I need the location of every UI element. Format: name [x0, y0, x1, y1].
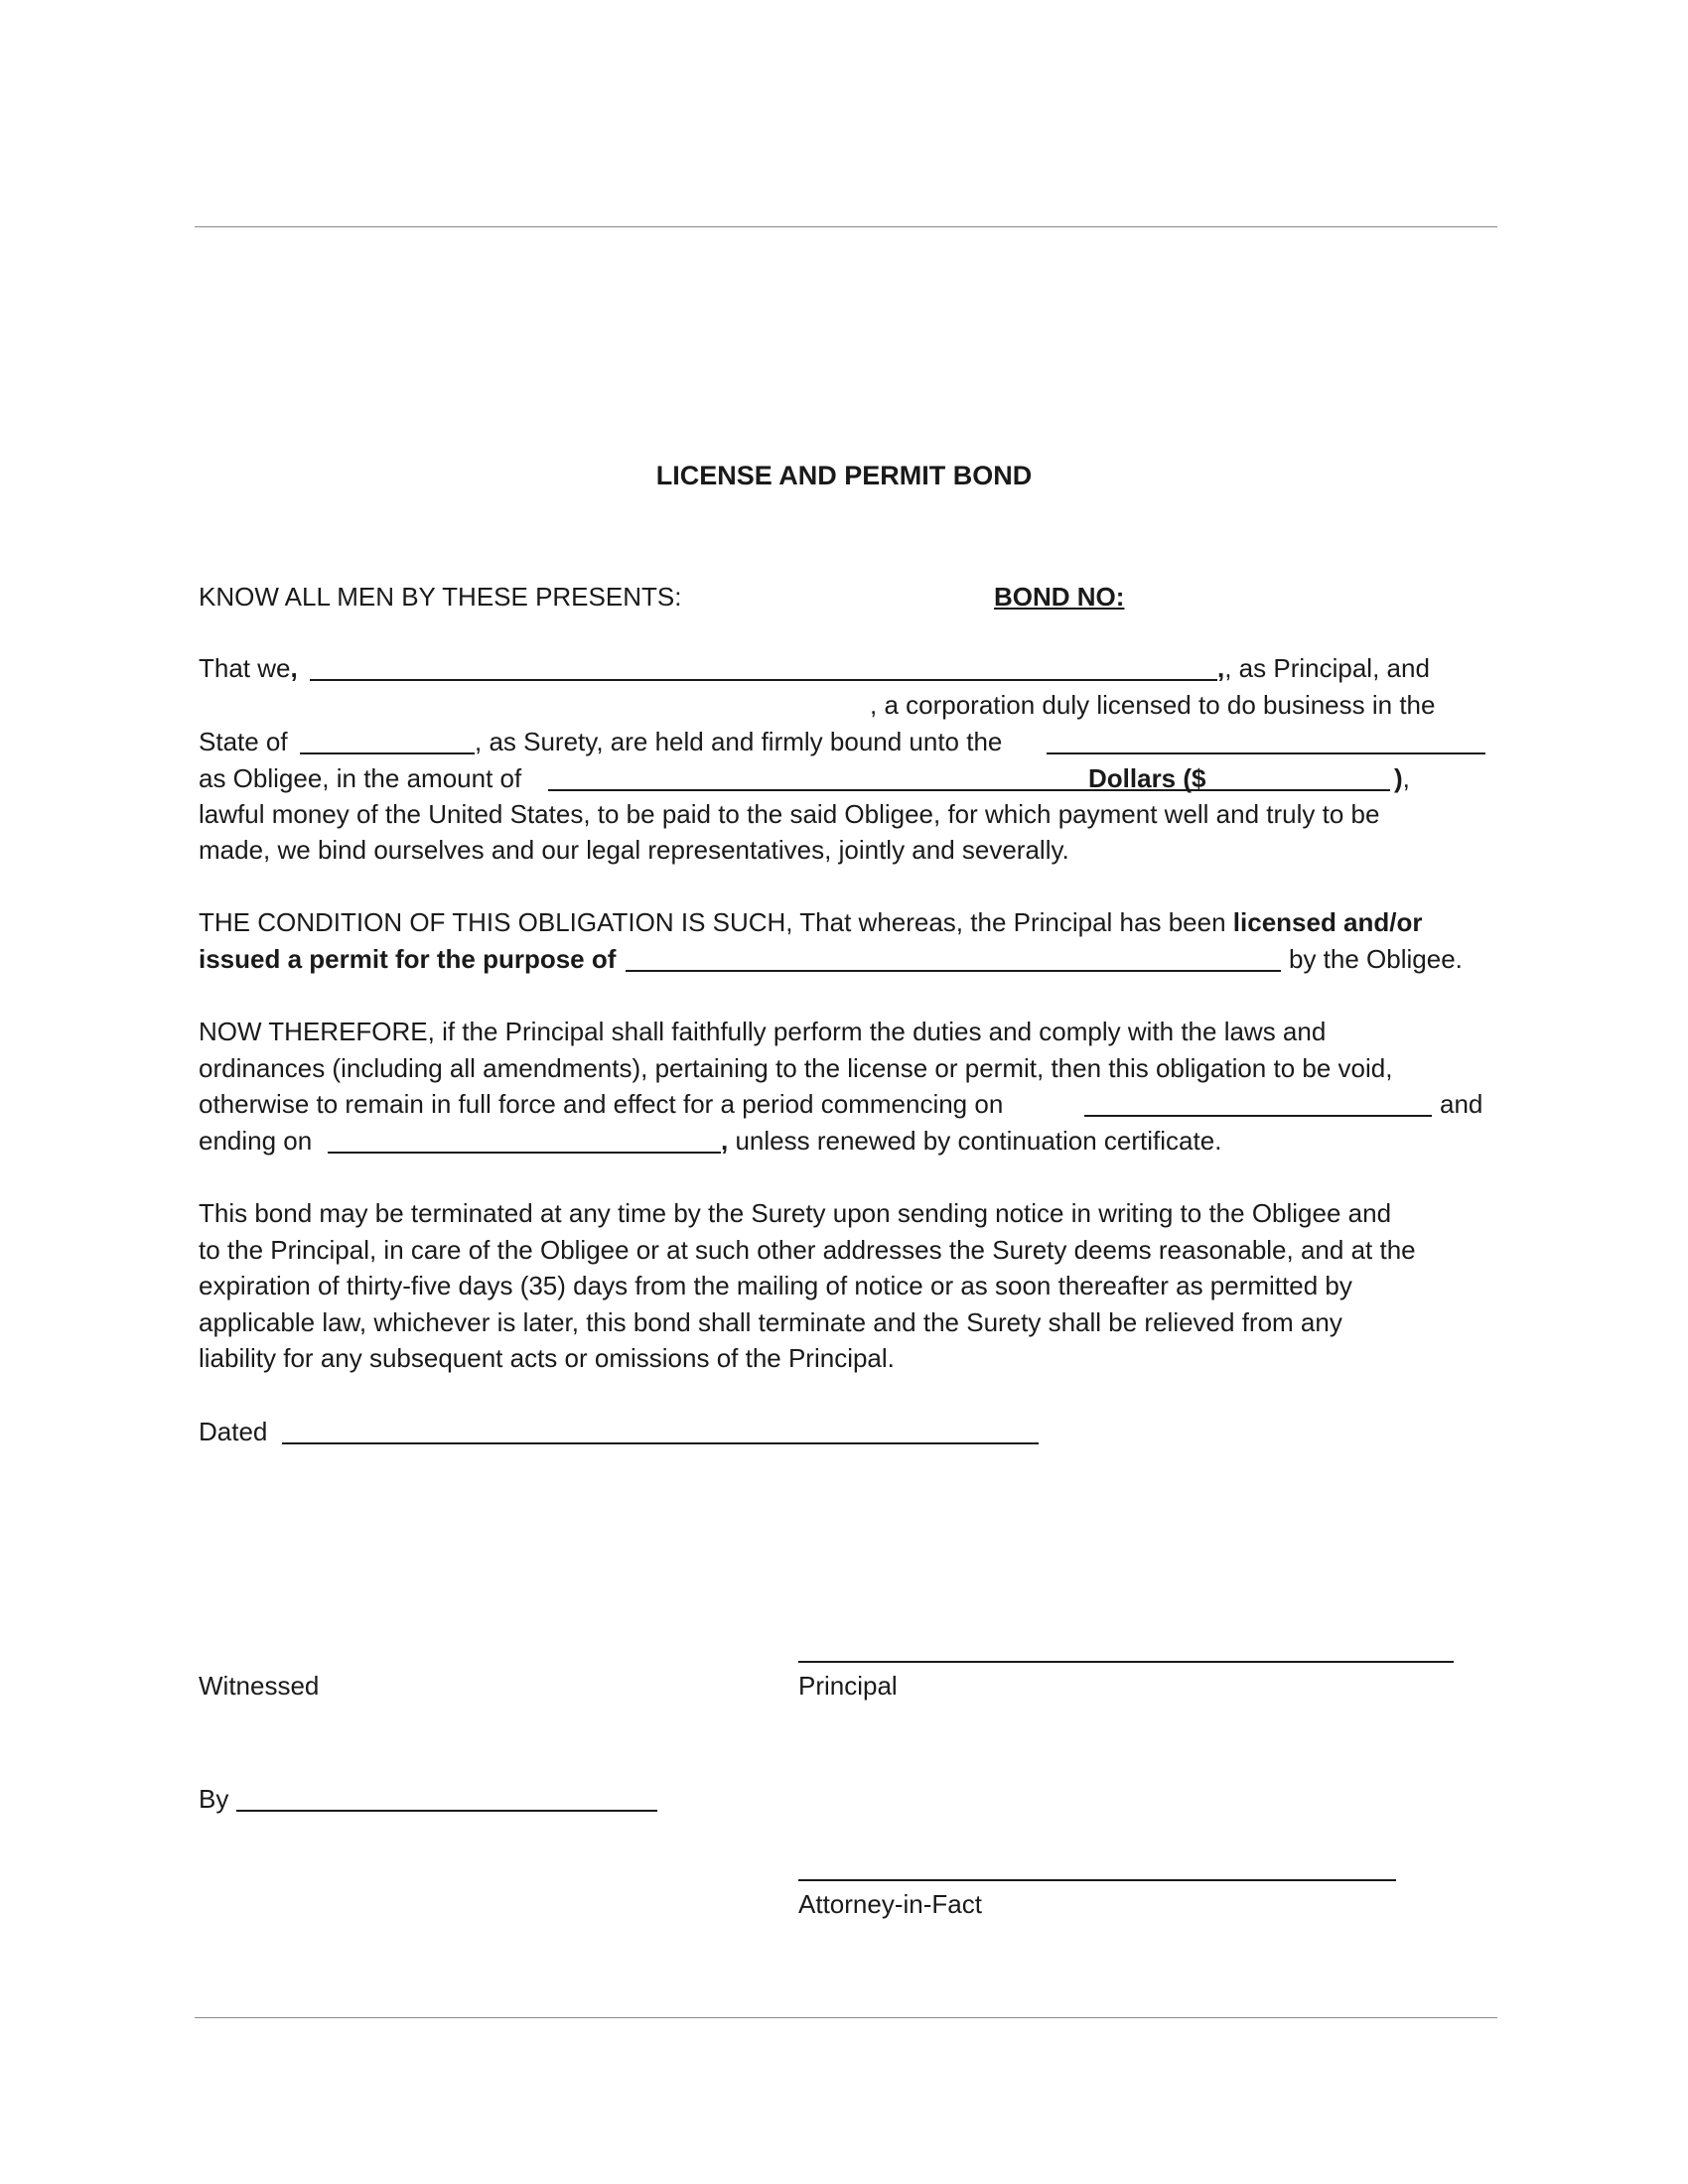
- commencing-date-field[interactable]: [1084, 1115, 1432, 1117]
- amount-close: ),: [1394, 763, 1410, 793]
- p4-line1: This bond may be terminated at any time by the Surety upon sending notice in writing to the Obligee and: [199, 1198, 1392, 1228]
- principal-signature-line[interactable]: [798, 1661, 1454, 1663]
- dated-field[interactable]: [282, 1442, 1039, 1444]
- document-title: LICENSE AND PERMIT BOND: [655, 461, 1033, 490]
- dollars-label: Dollars ($: [1088, 763, 1206, 793]
- attorney-signature-line[interactable]: [798, 1879, 1396, 1881]
- attorney-label: Attorney-in-Fact: [798, 1889, 982, 1919]
- amount-number-field[interactable]: [1088, 789, 1390, 791]
- p1-line2: , a corporation duly licensed to do business in the: [870, 690, 1436, 720]
- state-field[interactable]: [300, 752, 475, 754]
- by-obligee-text: by the Obligee.: [1289, 944, 1463, 974]
- witnessed-label: Witnessed: [199, 1671, 320, 1701]
- state-of-text: State of: [199, 727, 288, 756]
- obligee-amount-text: as Obligee, in the amount of: [199, 763, 522, 793]
- ending-on-text: ending on: [199, 1126, 313, 1156]
- p1-line1: [199, 650, 298, 686]
- top-rule: [195, 226, 1497, 227]
- amount-words-field[interactable]: [548, 789, 1088, 791]
- bond-number-label: BOND NO:: [994, 582, 1125, 612]
- p3-line1: NOW THEREFORE, if the Principal shall faithfully perform the duties and comply with the laws and: [199, 1017, 1327, 1046]
- renewal-text: , unless renewed by continuation certificate.: [721, 1126, 1222, 1156]
- p3-line3: otherwise to remain in full force and effect for a period commencing on: [199, 1089, 1004, 1119]
- p1-line5: lawful money of the United States, to be paid to the said Obligee, for which payment well and truly to be: [199, 799, 1380, 829]
- principal-label: Principal: [798, 1671, 898, 1701]
- obligee-field[interactable]: [1047, 752, 1485, 754]
- purpose-label: issued a permit for the purpose of: [199, 944, 617, 974]
- as-principal-text: ,, as Principal, and: [1217, 653, 1430, 683]
- by-signature-line[interactable]: [236, 1810, 657, 1812]
- purpose-field[interactable]: [626, 970, 1281, 972]
- condition-text: THE CONDITION OF THIS OBLIGATION IS SUCH, That whereas, the Principal has been: [199, 907, 1226, 937]
- that-we-text: That we: [199, 653, 291, 683]
- p4-line4: applicable law, whichever is later, this bond shall terminate and the Surety shall be relieved from any: [199, 1307, 1342, 1337]
- comma-text: ,: [290, 653, 298, 683]
- licensed-text: licensed and/or: [1232, 907, 1423, 937]
- by-label: By: [199, 1784, 229, 1814]
- p4-line3: expiration of thirty-five days (35) days from the mailing of notice or as soon thereafter as permitted by: [199, 1271, 1352, 1300]
- bottom-rule: [195, 2017, 1497, 2018]
- p3-line2: ordinances (including all amendments), pertaining to the license or permit, then this obligation to be void,: [199, 1053, 1393, 1083]
- dated-label: Dated: [199, 1417, 268, 1446]
- p4-line5: liability for any subsequent acts or omissions of the Principal.: [199, 1343, 895, 1373]
- p4-line2: to the Principal, in care of the Obligee or at such other addresses the Surety deems reasonable, and at the: [199, 1235, 1416, 1265]
- surety-bound-text: , as Surety, are held and firmly bound unto the: [475, 727, 1003, 756]
- and-text: and: [1440, 1089, 1483, 1119]
- p1-line6: made, we bind ourselves and our legal representatives, jointly and severally.: [199, 835, 1069, 865]
- ending-date-field[interactable]: [328, 1152, 721, 1154]
- principal-name-field[interactable]: [310, 679, 1217, 681]
- know-all-men-heading: KNOW ALL MEN BY THESE PRESENTS:: [199, 582, 682, 612]
- surety-name-field[interactable]: [199, 688, 870, 690]
- p2-line1: [199, 904, 1423, 940]
